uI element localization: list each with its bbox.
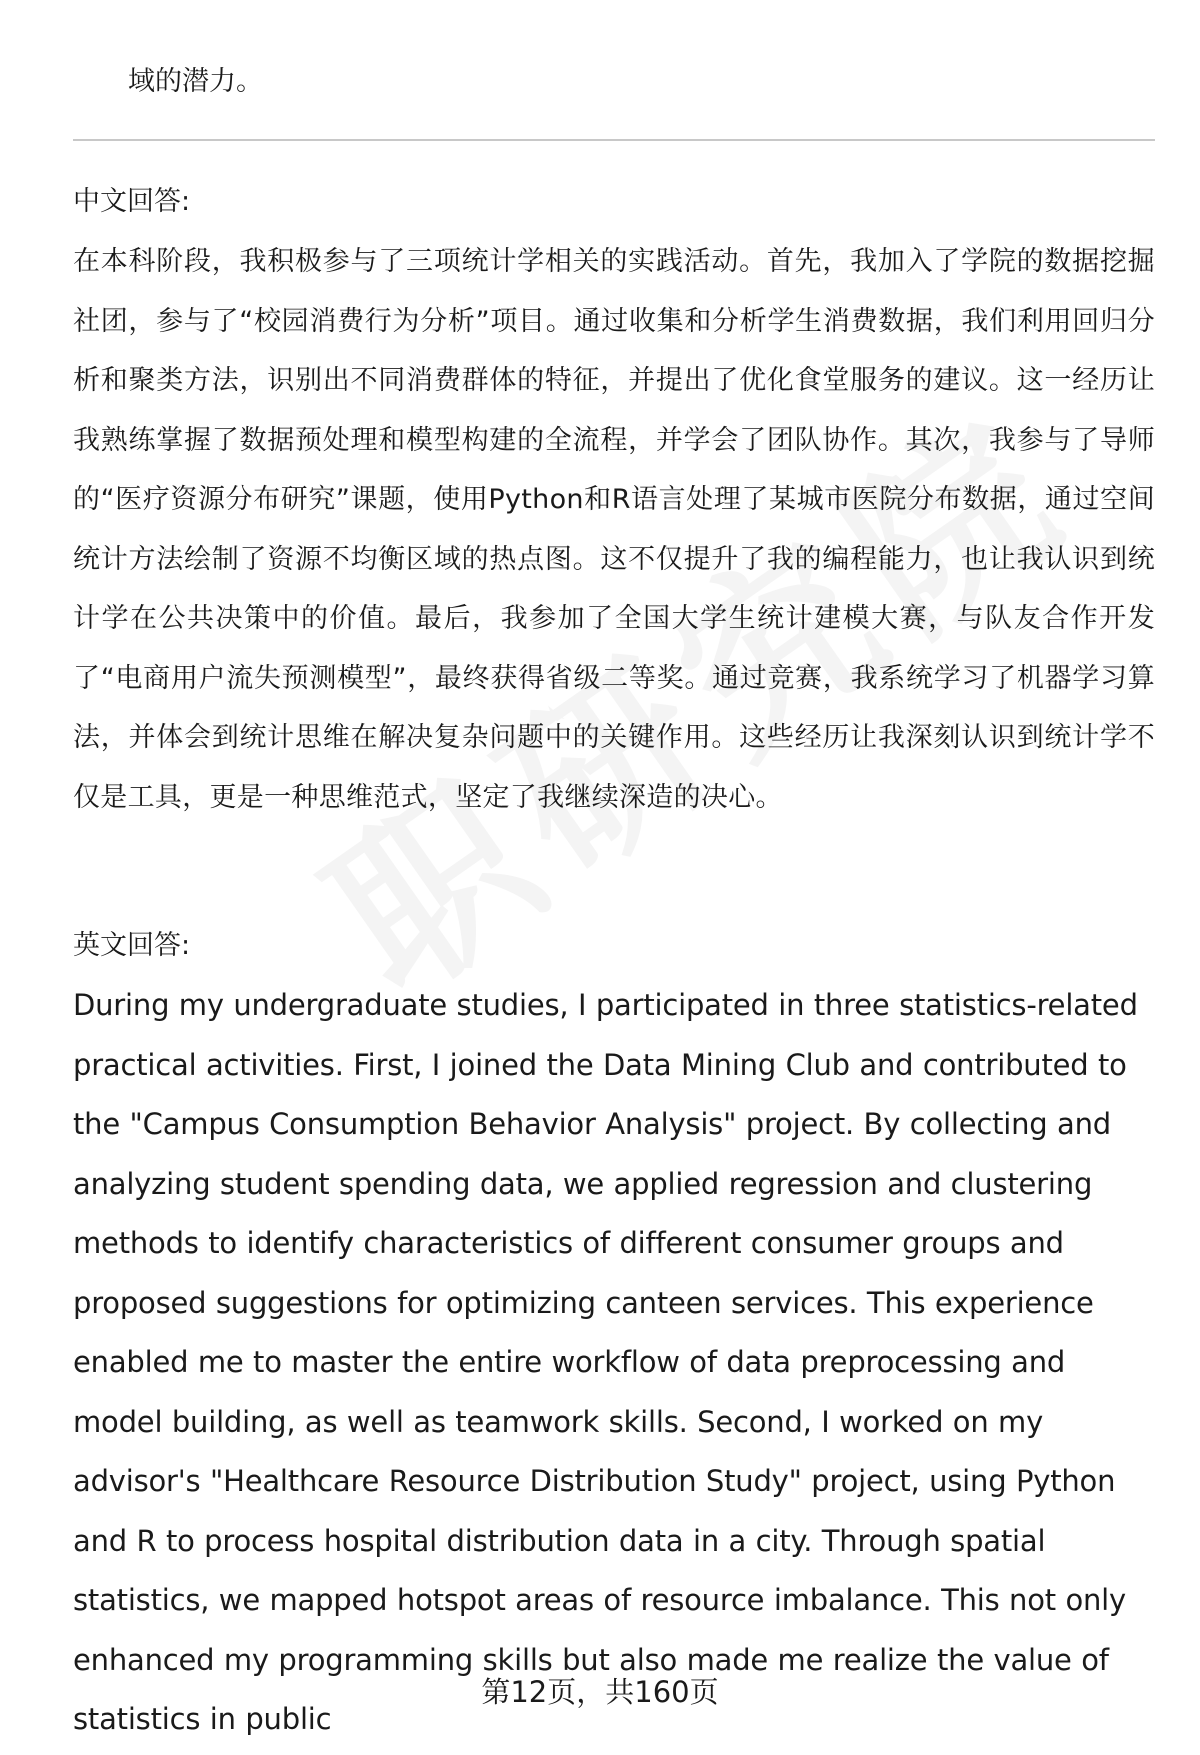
chinese-answer-section	[73, 172, 1155, 827]
english-answer-section	[73, 916, 1155, 1750]
page-number-footer: 第12页，共160页	[481, 1675, 719, 1709]
previous-paragraph-tail: 域的潜力。	[128, 66, 263, 97]
english-answer-text: During my undergraduate studies, I participated in three statistics-related practical activities. First, I joined the Data Mining Club and contributed to the "Campus Consumption Behavior Analysis" project. By collecting and analyzing student spending data, we applied regression and clustering methods to identify characteristics of different consumer groups and proposed suggestions for optimizing canteen services. This experience enabled me to master the entire workflow of data preprocessing and model building, as well as teamwork skills. Second, I worked on my advisor's "Healthcare Resource Distribution Study" project, using Python and R to process hospital distribution data in a city. Through spatial statistics, we mapped hotspot areas of resource imbalance. This not only enhanced my programming skills but also made me realize the value of statistics in public	[73, 988, 1138, 1736]
chinese-answer-label: 中文回答:	[73, 186, 191, 217]
section-divider	[73, 139, 1155, 141]
chinese-answer-text: 在本科阶段，我积极参与了三项统计学相关的实践活动。首先，我加入了学院的数据挖掘社团，参与了“校园消费行为分析”项目。通过收集和分析学生消费数据，我们利用回归分析和聚类方法，识别出不同消费群体的特征，并提出了优化食堂服务的建议。这一经历让我熟练掌握了数据预处理和模型构建的全流程，并学会了团队协作。其次，我参与了导师的“医疗资源分布研究”课题，使用Python和R语言处理了某城市医院分布数据，通过空间统计方法绘制了资源不均衡区域的热点图。这不仅提升了我的编程能力，也让我认识到统计学在公共决策中的价值。最后，我参加了全国大学生统计建模大赛，与队友合作开发了“电商用户流失预测模型”，最终获得省级二等奖。通过竞赛，我系统学习了机器学习算法，并体会到统计思维在解决复杂问题中的关键作用。这些经历让我深刻认识到统计学不仅是工具，更是一种思维范式，坚定了我继续深造的决心。	[73, 246, 1155, 813]
english-answer-label: 英文回答:	[73, 930, 191, 961]
